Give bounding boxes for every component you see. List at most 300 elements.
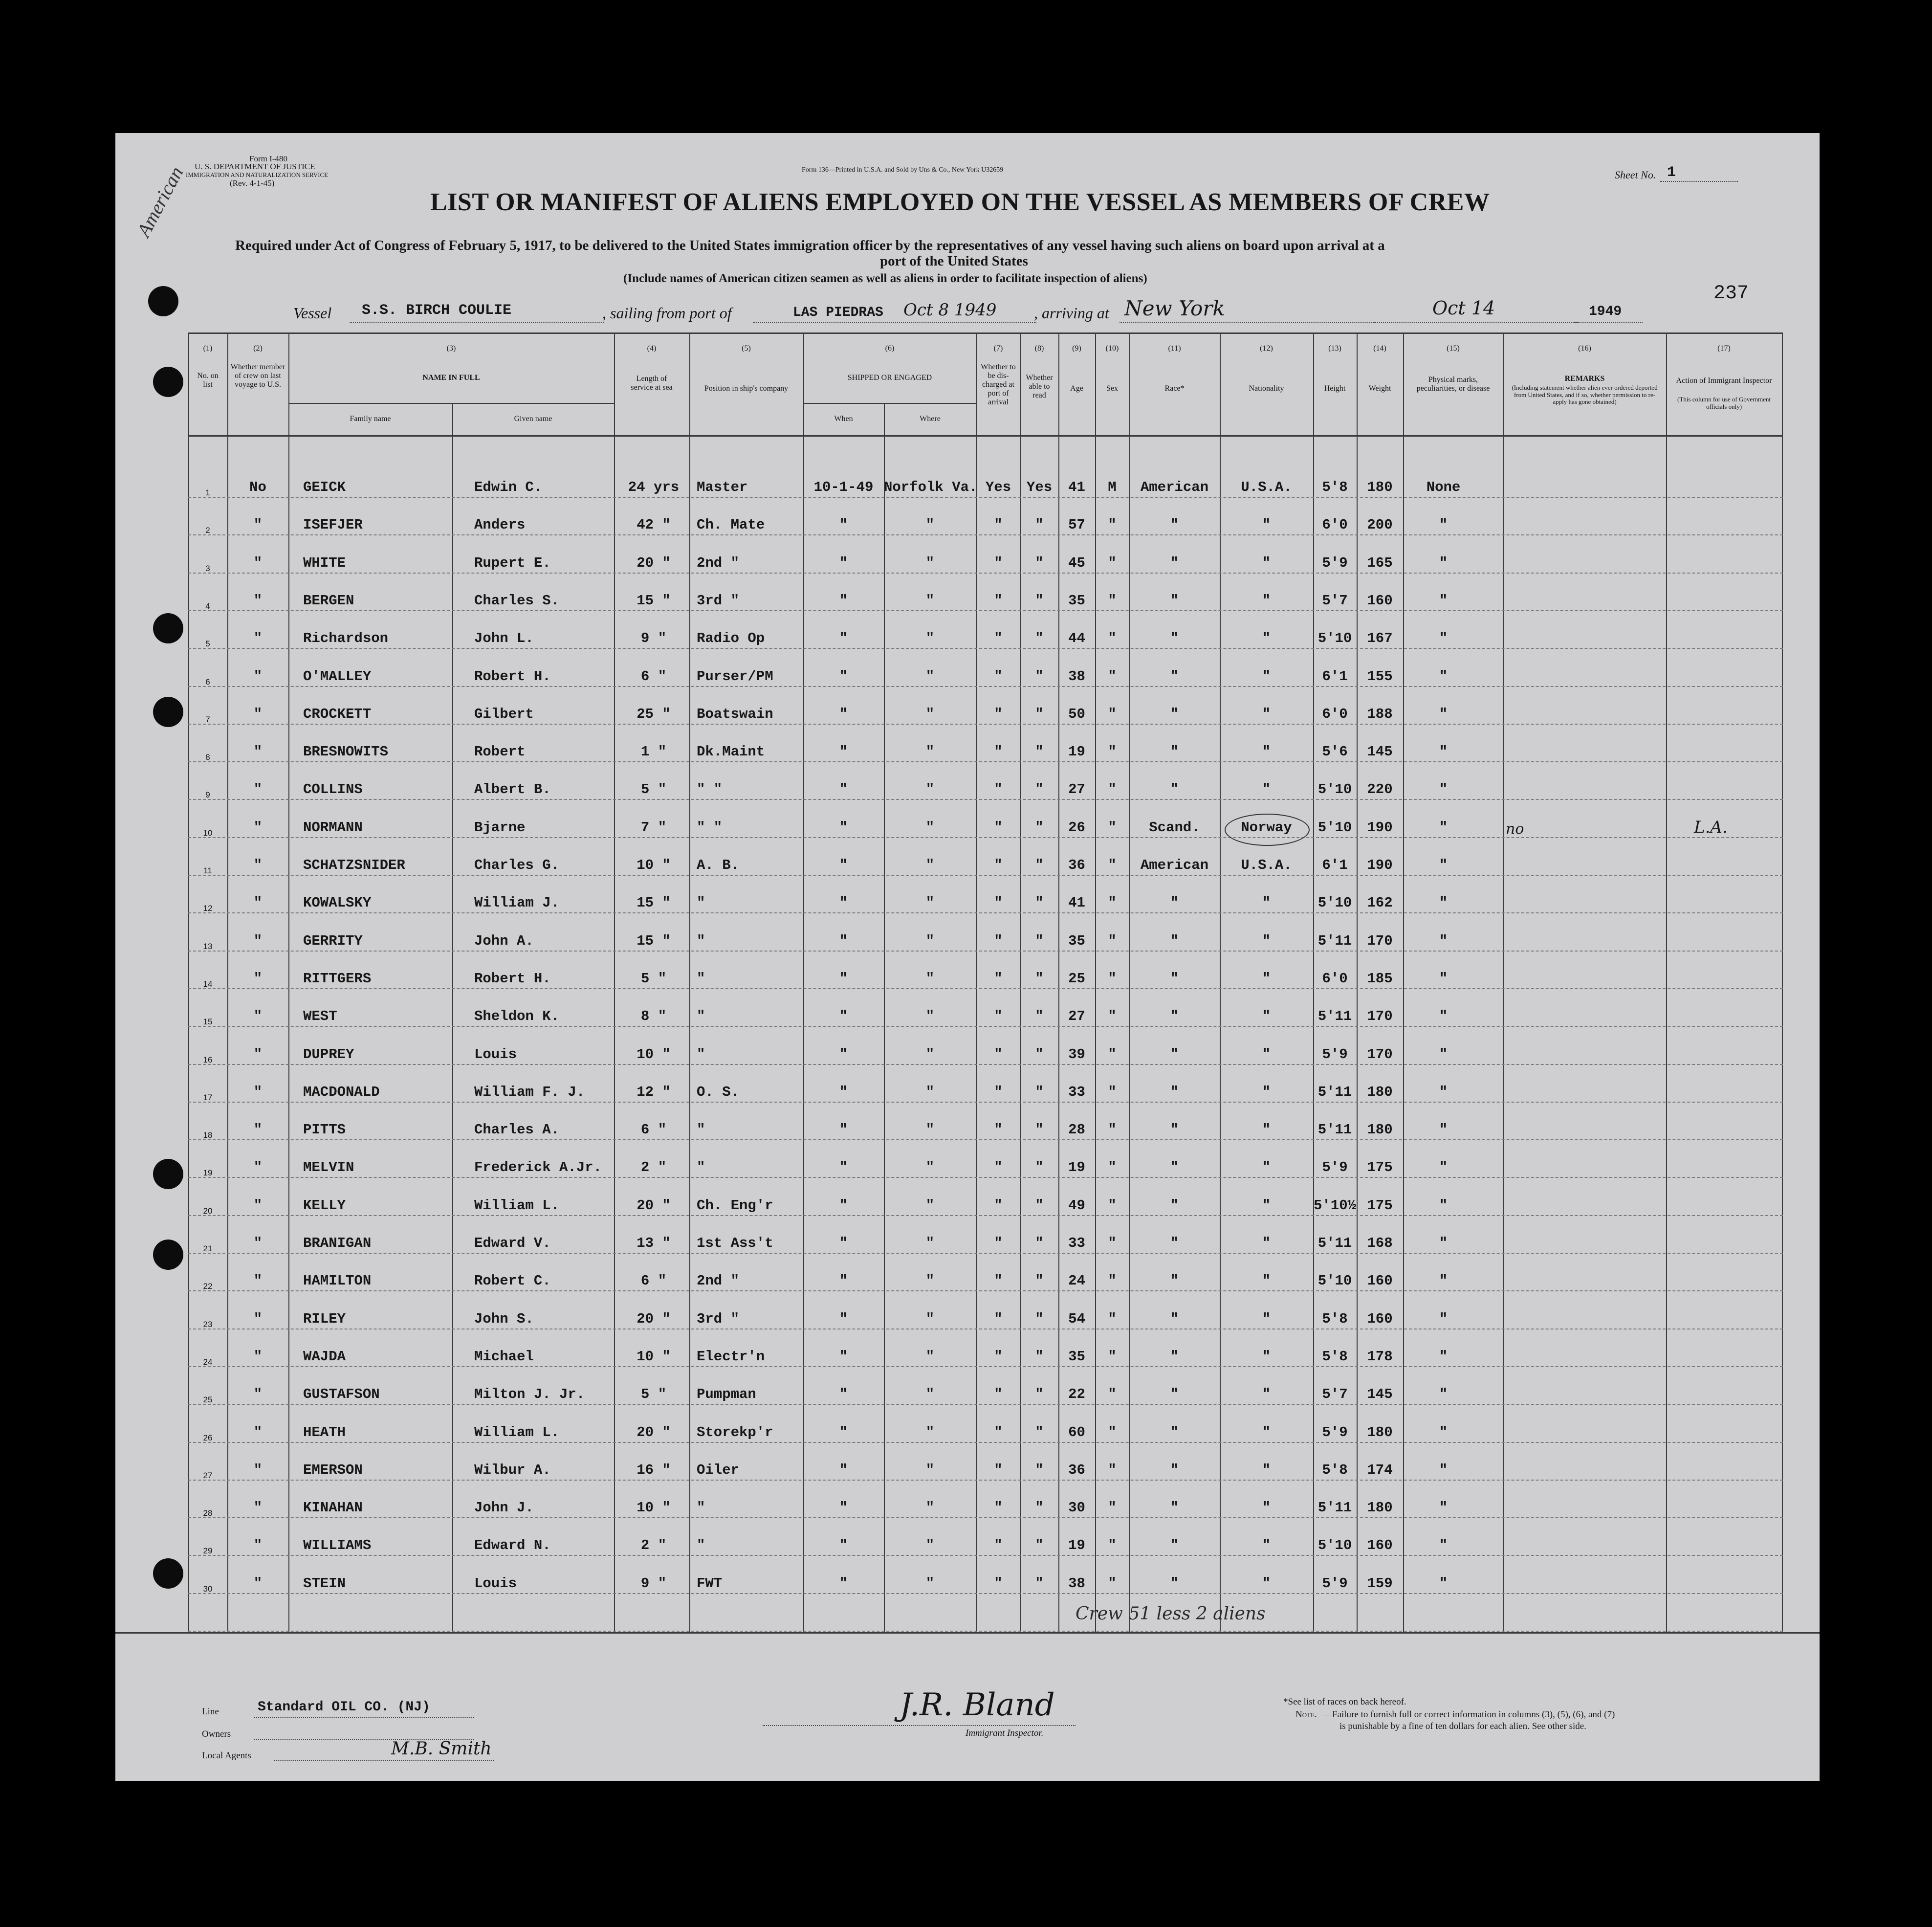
- arriving-label: , arriving at: [1034, 304, 1109, 322]
- cell-read: ": [1035, 706, 1044, 722]
- cell-family: COLLINS: [303, 781, 363, 797]
- cell-age: 50: [1068, 706, 1085, 722]
- cell-race: ": [1170, 1349, 1179, 1365]
- cell-weight: 180: [1367, 1122, 1393, 1138]
- cell-disch: ": [994, 971, 1003, 987]
- cell-age: 19: [1068, 1537, 1085, 1553]
- cell-family: HAMILTON: [303, 1273, 372, 1289]
- cell-family: HEATH: [303, 1424, 346, 1440]
- cell-marks: ": [1439, 1575, 1448, 1592]
- cell-prev: ": [253, 517, 263, 533]
- cell-position: " ": [697, 781, 723, 797]
- cell-weight: 160: [1367, 593, 1393, 609]
- cell-disch: ": [994, 1424, 1003, 1440]
- cell-family: GERRITY: [303, 933, 363, 949]
- cell-race: ": [1170, 1424, 1179, 1440]
- header-inspector-note: (This column for use of Government officials only): [1677, 396, 1771, 410]
- cell-nat: ": [1262, 668, 1271, 685]
- cell-nat: ": [1262, 593, 1271, 609]
- cell-service: 5 ": [640, 781, 667, 797]
- cell-position: ": [697, 1537, 705, 1553]
- cell-race: ": [1170, 1537, 1179, 1553]
- cell-disch: ": [994, 857, 1003, 873]
- cell-disch: ": [994, 706, 1003, 722]
- row-number: 30: [203, 1584, 213, 1594]
- cell-age: 30: [1068, 1500, 1085, 1516]
- cell-given: Milton J. Jr.: [474, 1386, 585, 1402]
- cell-disch: ": [994, 593, 1003, 609]
- cell-service: 2 ": [640, 1537, 667, 1553]
- cell-disch: Yes: [985, 479, 1011, 495]
- cell-nat: ": [1262, 1462, 1271, 1478]
- cell-marks: ": [1439, 971, 1448, 987]
- cell-when: ": [839, 1349, 848, 1365]
- cell-position: Storekp'r: [697, 1424, 773, 1440]
- cell-disch: ": [994, 1349, 1003, 1365]
- cell-height: 5'6: [1322, 744, 1348, 760]
- row-number: 29: [203, 1546, 213, 1555]
- cell-race: ": [1170, 555, 1179, 571]
- cell-sex: ": [1108, 971, 1117, 987]
- cell-nat: ": [1262, 1197, 1271, 1214]
- cell-position: ": [697, 971, 705, 987]
- cell-prev: ": [253, 1046, 263, 1063]
- cell-disch: ": [994, 1122, 1003, 1138]
- header-remarks: REMARKS: [1564, 375, 1605, 383]
- cell-marks: ": [1439, 1084, 1448, 1100]
- cell-race: ": [1170, 781, 1179, 797]
- row-number: 19: [203, 1168, 213, 1177]
- cell-disch: ": [994, 1008, 1003, 1024]
- table-top-rule: [188, 332, 1783, 334]
- cell-position: ": [697, 1500, 705, 1516]
- cell-nat: ": [1262, 971, 1271, 987]
- cell-nat: ": [1262, 706, 1271, 722]
- cell-given: Louis: [474, 1046, 517, 1063]
- note-line-1: —Failure to furnish full or correct information in columns (3), (5), (6), and (7): [1323, 1709, 1615, 1720]
- cell-position: ": [697, 1046, 705, 1063]
- cell-service: 25 ": [637, 706, 671, 722]
- cell-race: ": [1170, 1311, 1179, 1327]
- cell-when: ": [839, 1159, 848, 1175]
- cell-given: William J.: [474, 895, 560, 911]
- cell-where: ": [925, 857, 935, 873]
- cell-family: RILEY: [303, 1311, 346, 1327]
- table-row: [0, 1380, 1932, 1410]
- cell-family: ISEFJER: [303, 517, 363, 533]
- row-number: 1: [205, 488, 210, 497]
- cell-prev: ": [253, 1424, 263, 1440]
- agents-underline: [274, 1760, 494, 1761]
- cell-marks: None: [1426, 479, 1461, 495]
- vessel-name: S.S. BIRCH COULIE: [362, 302, 512, 319]
- cell-height: 5'10: [1317, 820, 1352, 836]
- cell-sex: ": [1108, 555, 1117, 571]
- cell-given: William L.: [474, 1424, 560, 1440]
- cell-prev: ": [253, 555, 263, 571]
- cell-marks: ": [1439, 630, 1448, 646]
- cell-weight: 170: [1367, 933, 1393, 949]
- races-note: *See list of races on back hereof.: [1283, 1697, 1406, 1707]
- cell-sex: ": [1108, 593, 1117, 609]
- cell-position: Oiler: [697, 1462, 740, 1478]
- cell-marks: ": [1439, 1122, 1448, 1138]
- cell-weight: 190: [1367, 857, 1393, 873]
- header-race: Race*: [1164, 384, 1185, 393]
- cell-age: 27: [1068, 781, 1085, 797]
- cell-nat: ": [1262, 1273, 1271, 1289]
- cell-nat: Norway: [1241, 820, 1292, 836]
- header-able-to-read: Whether able to read: [1026, 374, 1053, 399]
- cell-marks: ": [1439, 857, 1448, 873]
- cell-nat: ": [1262, 1046, 1271, 1063]
- cell-race: ": [1170, 895, 1179, 911]
- cell-when: ": [839, 1122, 848, 1138]
- col-number: (15): [1447, 344, 1460, 353]
- cell-position: Ch. Mate: [697, 517, 765, 533]
- cell-marks: ": [1439, 1537, 1448, 1553]
- cell-weight: 170: [1367, 1046, 1393, 1063]
- sailing-date: Oct 8 1949: [903, 300, 997, 320]
- cell-family: BRANIGAN: [303, 1235, 372, 1251]
- cell-marks: ": [1439, 1197, 1448, 1214]
- cell-when: ": [839, 1311, 848, 1327]
- cell-family: WEST: [303, 1008, 337, 1024]
- cell-where: ": [925, 1197, 935, 1214]
- inspector-signature: J.R. Bland: [900, 1687, 1055, 1723]
- cell-when: ": [839, 1424, 848, 1440]
- cell-nat: U.S.A.: [1241, 479, 1292, 495]
- cell-sex: ": [1108, 630, 1117, 646]
- cell-sex: ": [1108, 933, 1117, 949]
- subtitle-2: port of the United States: [880, 253, 1028, 269]
- cell-where: ": [925, 1122, 935, 1138]
- cell-disch: ": [994, 1235, 1003, 1251]
- cell-marks: ": [1439, 1386, 1448, 1402]
- cell-family: RITTGERS: [303, 971, 372, 987]
- cell-race: ": [1170, 1197, 1179, 1214]
- cell-read: ": [1035, 1122, 1044, 1138]
- cell-service: 15 ": [637, 933, 671, 949]
- cell-disch: ": [994, 1575, 1003, 1592]
- cell-service: 13 ": [637, 1235, 671, 1251]
- cell-service: 5 ": [640, 1386, 667, 1402]
- cell-height: 5'10: [1317, 895, 1352, 911]
- col-number: (2): [253, 344, 263, 353]
- table-row: [0, 1267, 1932, 1296]
- cell-race: ": [1170, 1122, 1179, 1138]
- cell-service: 16 ": [637, 1462, 671, 1478]
- cell-where: ": [925, 933, 935, 949]
- cell-family: KELLY: [303, 1197, 346, 1214]
- cell-when: 10-1-49: [813, 479, 874, 495]
- table-row: [0, 814, 1932, 843]
- cell-race: American: [1140, 857, 1209, 873]
- cell-given: Gilbert: [474, 706, 534, 722]
- row-number: 12: [203, 904, 213, 913]
- arriving-port: New York: [1124, 296, 1225, 320]
- cell-marks: ": [1439, 895, 1448, 911]
- cell-where: ": [925, 1235, 935, 1251]
- table-row: [0, 1570, 1932, 1599]
- cell-disch: ": [994, 668, 1003, 685]
- cell-age: 22: [1068, 1386, 1085, 1402]
- cell-given: Robert H.: [474, 971, 551, 987]
- cell-position: ": [697, 895, 705, 911]
- cell-marks: ": [1439, 1008, 1448, 1024]
- cell-given: Louis: [474, 1575, 517, 1592]
- cell-weight: 162: [1367, 895, 1393, 911]
- cell-age: 39: [1068, 1046, 1085, 1063]
- note-line-2: is punishable by a fine of ten dollars for each alien. See other side.: [1339, 1721, 1586, 1731]
- row-number: 5: [205, 639, 210, 648]
- cell-disch: ": [994, 1159, 1003, 1175]
- row-number: 11: [203, 866, 212, 875]
- cell-sex: ": [1108, 1537, 1117, 1553]
- cell-service: 10 ": [637, 1349, 671, 1365]
- col-number: (1): [203, 344, 213, 353]
- cell-prev: ": [253, 1008, 263, 1024]
- cell-when: ": [839, 1197, 848, 1214]
- table-row: [0, 889, 1932, 918]
- cell-when: ": [839, 630, 848, 646]
- col-number: (10): [1105, 344, 1119, 353]
- table-row: [0, 549, 1932, 578]
- cell-height: 6'1: [1322, 668, 1348, 685]
- cell-family: EMERSON: [303, 1462, 363, 1478]
- cell-weight: 165: [1367, 555, 1393, 571]
- cell-disch: ": [994, 1273, 1003, 1289]
- cell-height: 6'1: [1322, 857, 1348, 873]
- cell-weight: 188: [1367, 706, 1393, 722]
- cell-family: O'MALLEY: [303, 668, 372, 685]
- cell-prev: ": [253, 706, 263, 722]
- cell-race: ": [1170, 1462, 1179, 1478]
- table-row: [0, 1078, 1932, 1107]
- cell-given: Michael: [474, 1349, 534, 1365]
- cell-height: 6'0: [1322, 517, 1348, 533]
- cell-read: ": [1035, 1349, 1044, 1365]
- cell-sex: ": [1108, 1122, 1117, 1138]
- cell-when: ": [839, 895, 848, 911]
- cell-service: 10 ": [637, 1500, 671, 1516]
- header-shipped-or-engaged: SHIPPED OR ENGAGED: [847, 374, 932, 382]
- cell-sex: ": [1108, 1008, 1117, 1024]
- agents-signature: M.B. Smith: [391, 1739, 492, 1759]
- cell-marks: ": [1439, 1273, 1448, 1289]
- cell-weight: 178: [1367, 1349, 1393, 1365]
- cell-when: ": [839, 971, 848, 987]
- cell-when: ": [839, 1537, 848, 1553]
- cell-when: ": [839, 1273, 848, 1289]
- cell-prev: ": [253, 1122, 263, 1138]
- cell-height: 5'11: [1317, 1008, 1352, 1024]
- cell-nat: ": [1262, 933, 1271, 949]
- cell-weight: 145: [1367, 1386, 1393, 1402]
- cell-given: Edward N.: [474, 1537, 551, 1553]
- cell-disch: ": [994, 555, 1003, 571]
- cell-marks: ": [1439, 781, 1448, 797]
- cell-disch: ": [994, 1311, 1003, 1327]
- header-sex: Sex: [1106, 384, 1118, 393]
- row-number: 26: [203, 1433, 213, 1442]
- row-number: 17: [203, 1093, 213, 1102]
- arriving-underline: [1120, 322, 1374, 323]
- cell-height: 5'11: [1317, 1500, 1352, 1516]
- col-number: (9): [1072, 344, 1081, 353]
- cell-weight: 175: [1367, 1159, 1393, 1175]
- sailing-label: , sailing from port of: [602, 304, 732, 322]
- cell-disch: ": [994, 933, 1003, 949]
- cell-disch: ": [994, 1197, 1003, 1214]
- cell-disch: ": [994, 1084, 1003, 1100]
- header-age: Age: [1070, 384, 1083, 393]
- row-number: 6: [205, 677, 210, 687]
- cell-given: Wilbur A.: [474, 1462, 551, 1478]
- header-family-name: Family name: [350, 415, 391, 423]
- cell-age: 41: [1068, 895, 1085, 911]
- row-number: 22: [203, 1282, 213, 1291]
- table-row: [0, 1494, 1932, 1523]
- cell-service: 8 ": [640, 1008, 667, 1024]
- cell-weight: 180: [1367, 479, 1393, 495]
- cell-height: 5'8: [1322, 1311, 1348, 1327]
- cell-service: 6 ": [640, 1122, 667, 1138]
- cell-marks: ": [1439, 1046, 1448, 1063]
- cell-race: ": [1170, 1008, 1179, 1024]
- note-label: Note.: [1295, 1709, 1317, 1720]
- cell-read: ": [1035, 1273, 1044, 1289]
- table-row: [0, 851, 1932, 881]
- cell-prev: No: [249, 479, 266, 495]
- cell-age: 36: [1068, 1462, 1085, 1478]
- cell-height: 5'10: [1317, 1273, 1352, 1289]
- cell-prev: ": [253, 820, 263, 836]
- cell-given: Robert: [474, 744, 526, 760]
- cell-when: ": [839, 517, 848, 533]
- cell-disch: ": [994, 895, 1003, 911]
- cell-prev: ": [253, 1273, 263, 1289]
- cell-read: ": [1035, 1008, 1044, 1024]
- cell-height: 5'8: [1322, 1462, 1348, 1478]
- cell-given: Charles G.: [474, 857, 560, 873]
- header-inspector-action: Action of Immigrant Inspector: [1676, 377, 1772, 385]
- cell-height: 5'9: [1322, 555, 1348, 571]
- cell-prev: ": [253, 895, 263, 911]
- cell-position: Dk.Maint: [697, 744, 765, 760]
- cell-prev: ": [253, 744, 263, 760]
- cell-service: 6 ": [640, 1273, 667, 1289]
- cell-height: 5'11: [1317, 1122, 1352, 1138]
- header-bottom-rule: [188, 435, 1783, 437]
- col-number: (4): [647, 344, 657, 353]
- cell-where: ": [925, 1159, 935, 1175]
- table-row: [0, 1192, 1932, 1221]
- cell-given: Edward V.: [474, 1235, 551, 1251]
- cell-prev: ": [253, 1462, 263, 1478]
- cell-prev: ": [253, 933, 263, 949]
- row-number: 3: [205, 564, 210, 573]
- cell-nat: ": [1262, 1311, 1271, 1327]
- cell-height: 5'10: [1317, 630, 1352, 646]
- cell-family: WILLIAMS: [303, 1537, 372, 1553]
- cell-marks: ": [1439, 1311, 1448, 1327]
- cell-race: ": [1170, 933, 1179, 949]
- cell-where: ": [925, 1311, 935, 1327]
- inspector-action-handwritten: L.A.: [1694, 818, 1728, 837]
- cell-when: ": [839, 857, 848, 873]
- cell-weight: 160: [1367, 1311, 1393, 1327]
- cell-read: ": [1035, 1386, 1044, 1402]
- cell-age: 24: [1068, 1273, 1085, 1289]
- cell-race: ": [1170, 1386, 1179, 1402]
- cell-where: ": [925, 1273, 935, 1289]
- cell-height: 6'0: [1322, 706, 1348, 722]
- header-where: Where: [920, 415, 941, 423]
- cell-disch: ": [994, 781, 1003, 797]
- cell-weight: 159: [1367, 1575, 1393, 1592]
- line-value: Standard OIL CO. (NJ): [258, 1700, 430, 1715]
- cell-race: ": [1170, 668, 1179, 685]
- cell-where: ": [925, 1084, 935, 1100]
- year-underline: [1574, 322, 1643, 323]
- cell-service: 1 ": [640, 744, 667, 760]
- cell-disch: ": [994, 1537, 1003, 1553]
- cell-given: Robert C.: [474, 1273, 551, 1289]
- cell-weight: 160: [1367, 1273, 1393, 1289]
- service: IMMIGRATION AND NATURALIZATION SERVICE: [186, 171, 329, 178]
- cell-service: 5 ": [640, 971, 667, 987]
- row-number: 13: [203, 942, 213, 951]
- cell-nat: ": [1262, 1122, 1271, 1138]
- cell-age: 35: [1068, 933, 1085, 949]
- cell-age: 19: [1068, 744, 1085, 760]
- cell-read: ": [1035, 1046, 1044, 1063]
- cell-where: ": [925, 1537, 935, 1553]
- cell-family: WHITE: [303, 555, 346, 571]
- line-underline: [254, 1717, 474, 1718]
- header-remarks-note: (Including statement whether alien ever ordered deported from United States, and if so, whether permission to re-apply has gone obtained): [1512, 384, 1658, 406]
- cell-family: NORMANN: [303, 820, 363, 836]
- cell-age: 54: [1068, 1311, 1085, 1327]
- cell-given: William F. J.: [474, 1084, 585, 1100]
- header-previous-voyage: Whether member of crew on last voyage to U.S.: [230, 363, 285, 389]
- cell-height: 5'9: [1322, 1046, 1348, 1063]
- cell-prev: ": [253, 668, 263, 685]
- row-number: 15: [203, 1017, 213, 1026]
- sheet-number-underline: [1660, 181, 1738, 182]
- cell-position: 2nd ": [697, 1273, 740, 1289]
- cell-family: BRESNOWITS: [303, 744, 389, 760]
- cell-given: Charles A.: [474, 1122, 560, 1138]
- cell-weight: 175: [1367, 1197, 1393, 1214]
- sheet-number: 1: [1667, 164, 1676, 181]
- cell-race: ": [1170, 1273, 1179, 1289]
- cell-marks: ": [1439, 1500, 1448, 1516]
- cell-where: ": [925, 744, 935, 760]
- crew-count-note: Crew 51 less 2 aliens: [1076, 1604, 1266, 1624]
- arrival-underline: [1374, 322, 1579, 323]
- cell-sex: ": [1108, 781, 1117, 797]
- cell-given: Bjarne: [474, 820, 526, 836]
- header-physical-marks: Physical marks, peculiarities, or disease: [1416, 376, 1490, 393]
- cell-nat: ": [1262, 1386, 1271, 1402]
- cell-family: BERGEN: [303, 593, 354, 609]
- cell-marks: ": [1439, 668, 1448, 685]
- cell-weight: 180: [1367, 1424, 1393, 1440]
- cell-sex: ": [1108, 744, 1117, 760]
- cell-given: Robert H.: [474, 668, 551, 685]
